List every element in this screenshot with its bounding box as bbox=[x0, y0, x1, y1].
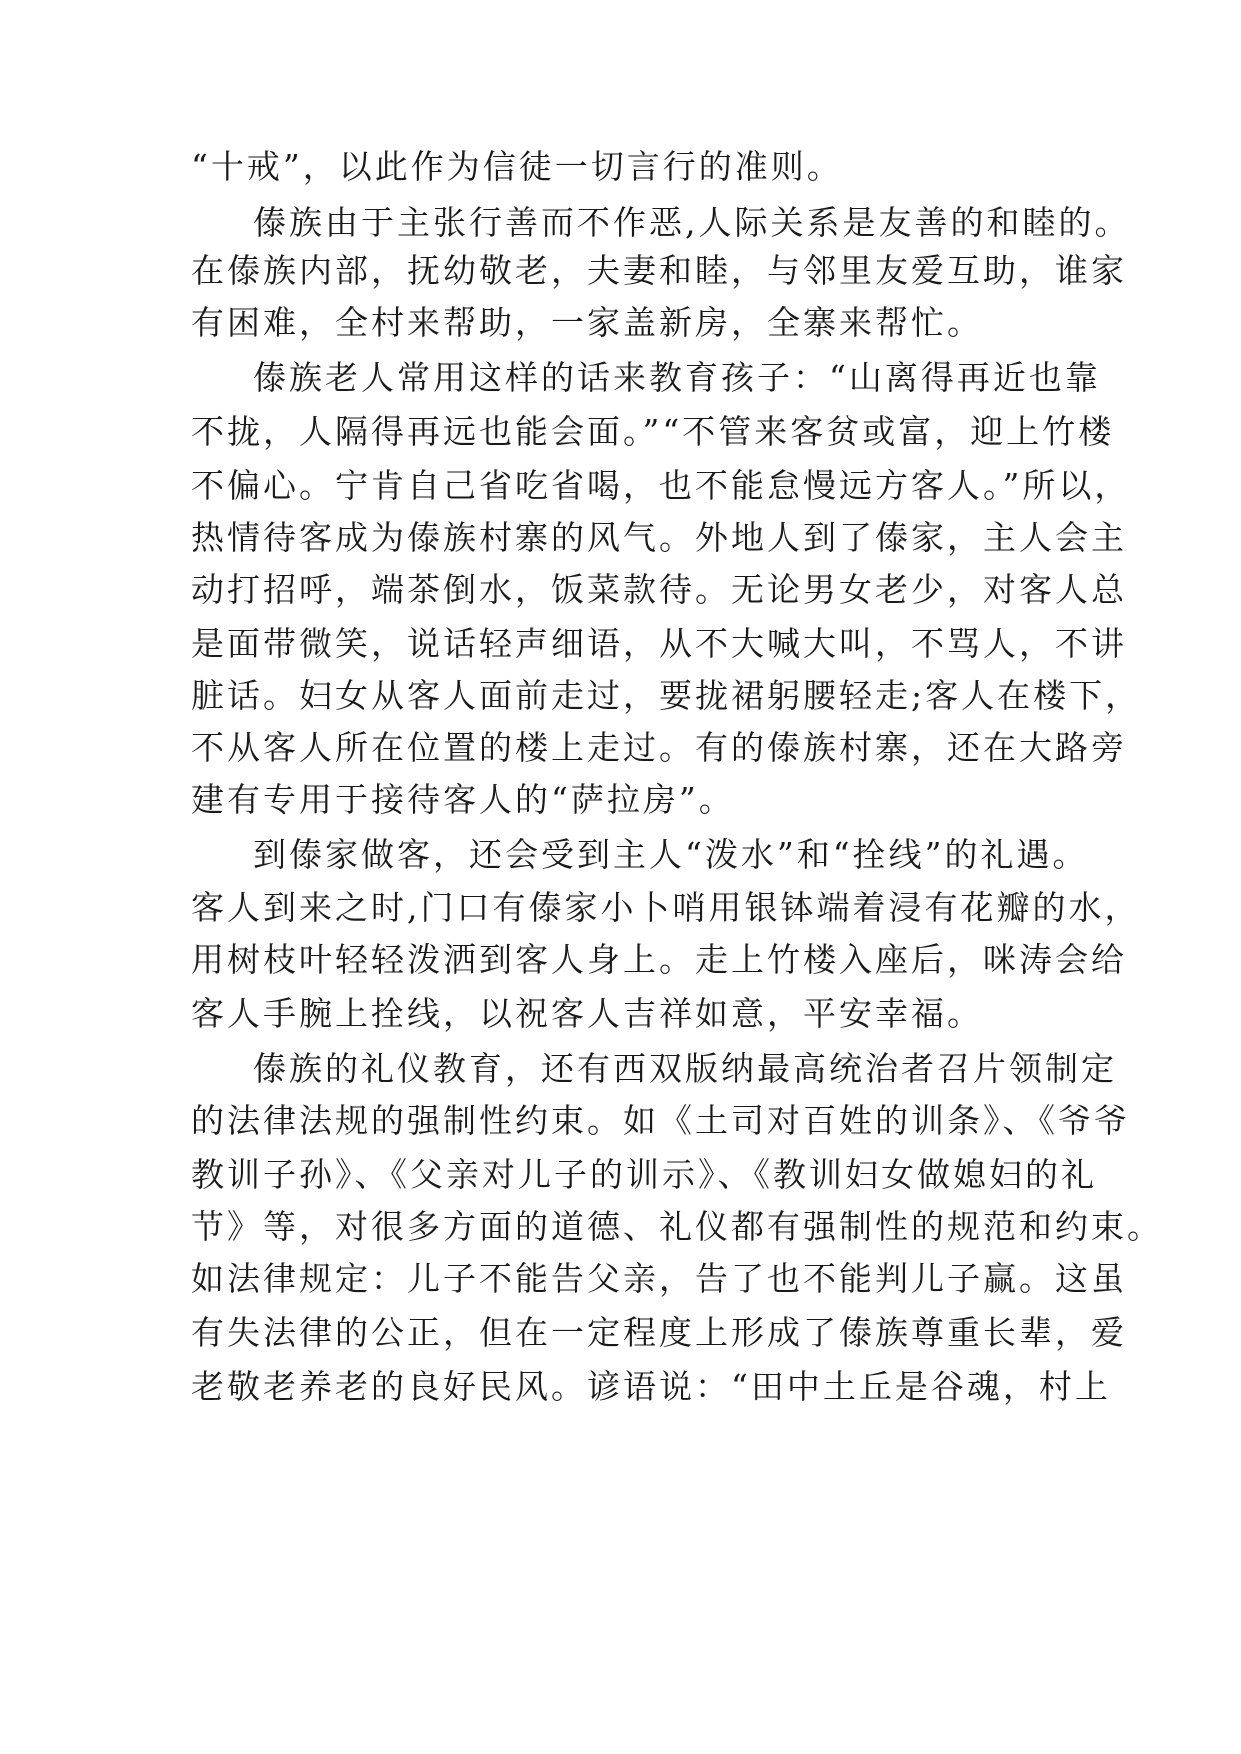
text-line: 建有专用于接待客人的“萨拉房”。 bbox=[191, 780, 735, 819]
text-line: 用树枝叶轻轻泼洒到客人身上。走上竹楼入座后，咪涛会给 bbox=[191, 940, 1127, 979]
text-line: 的法律法规的强制性约束。如《土司对百姓的训条》、《爷爷 bbox=[191, 1101, 1130, 1140]
paragraph-start-line: 到傣家做客，还会受到主人“泼水”和“拴线”的礼遇。 bbox=[253, 835, 1089, 874]
text-line: 有困难，全村来帮助，一家盖新房，全寨来帮忙。 bbox=[191, 303, 983, 342]
paragraph-start-line: 傣族由于主张行善而不作恶,人际关系是友善的和睦的。 bbox=[253, 203, 1131, 242]
text-line: 节》等，对很多方面的道德、礼仪都有强制性的规范和约束。 bbox=[191, 1207, 1163, 1246]
text-line: 老敬老养老的良好民风。谚语说：“田中土丘是谷魂，村上 bbox=[191, 1367, 1111, 1406]
paragraph-start-line: 傣族的礼仪教育，还有西双版纳最高统治者召片领制定 bbox=[253, 1049, 1117, 1088]
text-line: 不从客人所在位置的楼上走过。有的傣族村寨，还在大路旁 bbox=[191, 728, 1127, 767]
text-line: 不拢，人隔得再远也能会面。”“不管来客贫或富，迎上竹楼 bbox=[191, 412, 1115, 451]
text-line: 脏话。妇女从客人面前走过，要拢裙躬腰轻走;客人在楼下， bbox=[191, 676, 1142, 715]
text-line: 动打招呼，端茶倒水，饭菜款待。无论男女老少，对客人总 bbox=[191, 570, 1127, 609]
text-line: 有失法律的公正，但在一定程度上形成了傣族尊重长辈，爱 bbox=[191, 1313, 1127, 1352]
text-line: 热情待客成为傣族村寨的风气。外地人到了傣家，主人会主 bbox=[191, 518, 1127, 557]
text-line: 是面带微笑，说话轻声细语，从不大喊大叫，不骂人，不讲 bbox=[191, 624, 1127, 663]
paragraph-start-line: 傣族老人常用这样的话来教育孩子：“山离得再近也靠 bbox=[253, 358, 1101, 397]
text-line: 在傣族内部，抚幼敬老，夫妻和睦，与邻里友爱互助，谁家 bbox=[191, 251, 1127, 290]
text-line: 教训子孙》、《父亲对儿子的训示》、《教训妇女做媳妇的礼 bbox=[191, 1155, 1097, 1194]
text-line: 客人到来之时,门口有傣家小卜哨用银钵端着浸有花瓣的水， bbox=[191, 888, 1141, 927]
text-line: 如法律规定：儿子不能告父亲，告了也不能判儿子赢。这虽 bbox=[191, 1259, 1127, 1298]
text-line: 客人手腕上拴线，以祝客人吉祥如意，平安幸福。 bbox=[191, 994, 983, 1033]
text-line: “十戒”，以此作为信徒一切言行的准则。 bbox=[191, 147, 843, 186]
text-line: 不偏心。宁肯自己省吃省喝，也不能怠慢远方客人。”所以， bbox=[191, 466, 1131, 505]
